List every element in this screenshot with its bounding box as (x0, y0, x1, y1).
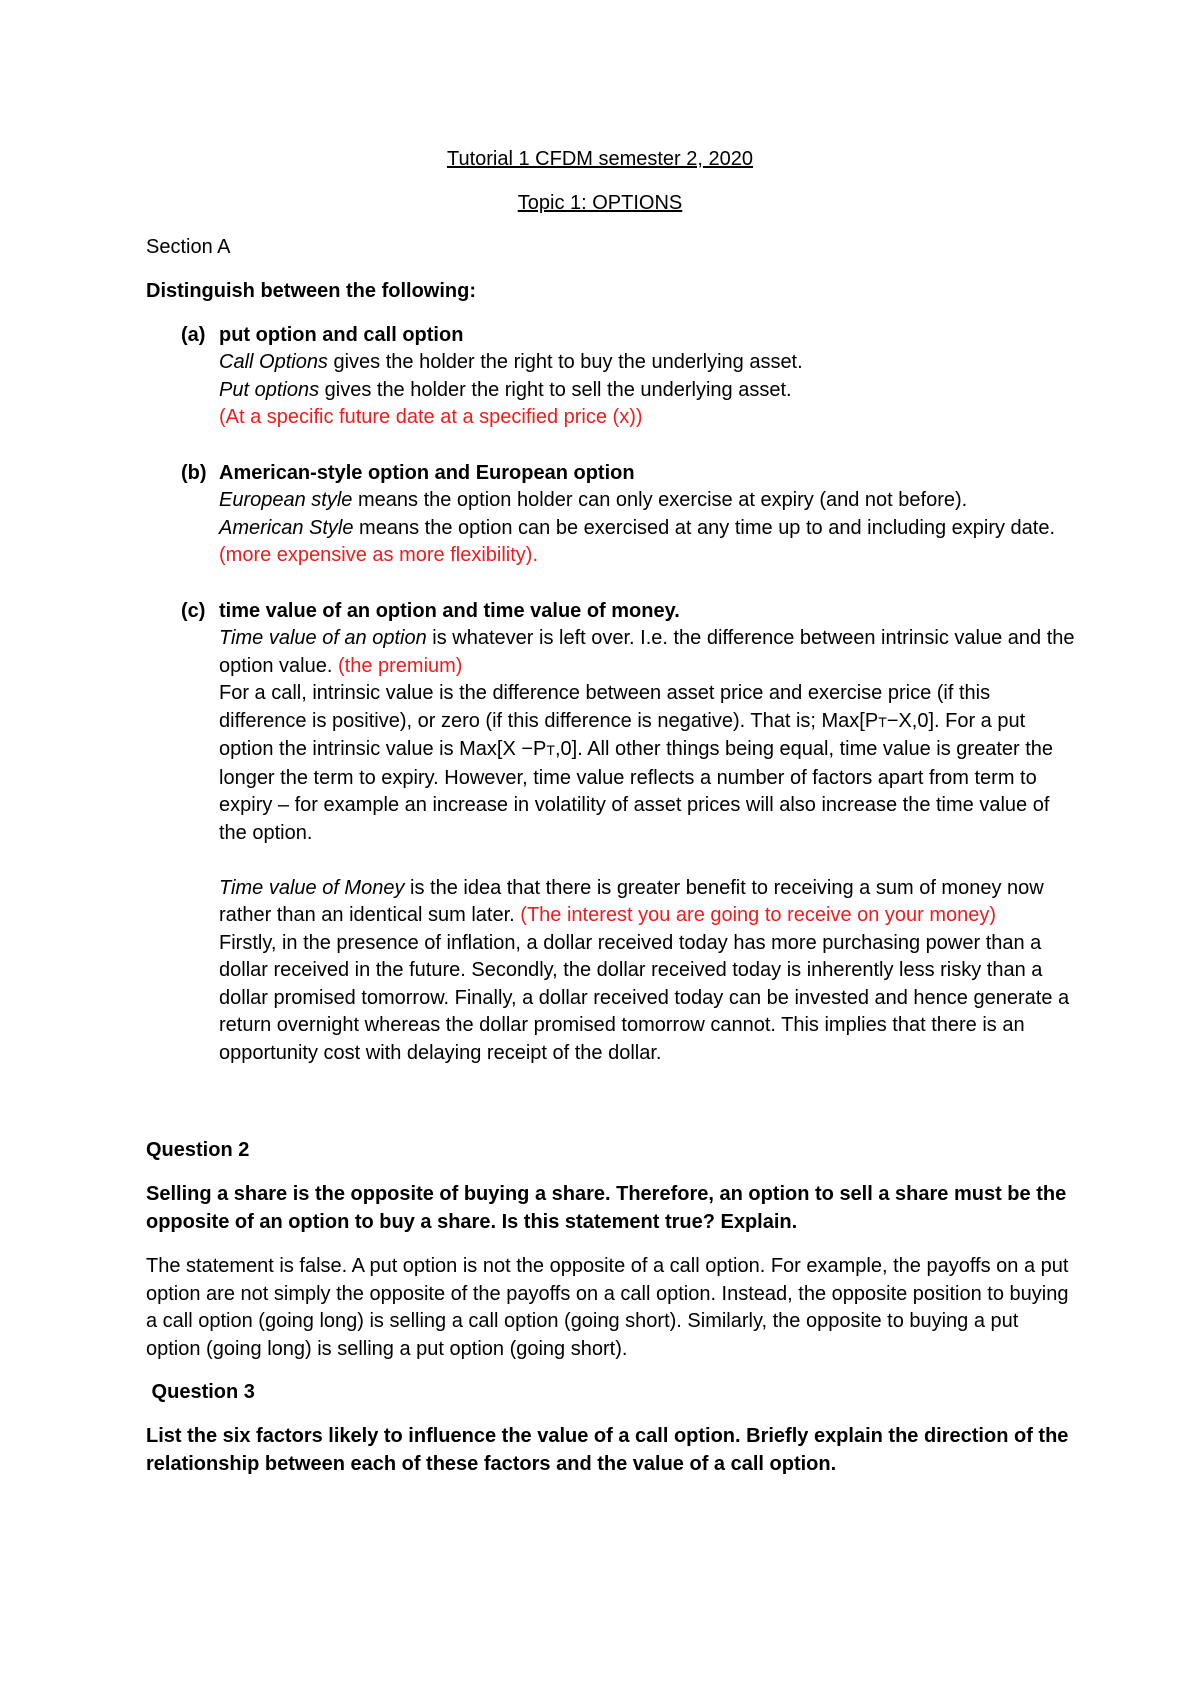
distinguish-heading: Distinguish between the following: (146, 280, 476, 302)
item-a-heading: (a) put option and call option (181, 324, 464, 346)
question-3-prompt: List the six factors likely to influence the value of a call option. Briefly explain the direction of the relationship between each of these factors and the value of a call option. (146, 1425, 1069, 1475)
item-b-line-2: American Style means the option can be exercised at any time up to and including expiry date. (more expensive as more flexibility). (219, 516, 1056, 566)
question-2-answer: The statement is false. A put option is not the opposite of a call option. For example, the payoffs on a put option are not simply the opposite of the payoffs on a call option. Instead, the opposite position to buying a call option (going long) is selling a call option (going short). Similarly, the opposite to buying a put option (going long) is selling a put option (going short). (146, 1255, 1069, 1360)
document-title: Tutorial 1 CFDM semester 2, 2020 (446, 148, 754, 170)
item-c-spacer (219, 847, 1079, 875)
item-b-body (219, 487, 1079, 570)
item-c-para-4: Firstly, in the presence of inflation, a dollar received today has more purchasing power than a dollar received in the future. Secondly, the dollar received today is inherently less risky than a dollar promised tomorrow. Finally, a dollar received today can be invested and hence generate a return overnight whereas the dollar promised tomorrow cannot. This implies that there is an opportunity cost with delaying receipt of the dollar. (219, 931, 1070, 1064)
topic-title: Topic 1: OPTIONS (517, 192, 683, 214)
item-c-para-1: Time value of an option is whatever is left over. I.e. the difference between intrinsic value and the option value. (the premium) (219, 627, 1075, 677)
question-2-prompt: Selling a share is the opposite of buying a share. Therefore, an option to sell a share must be the opposite of an option to buy a share. Is this statement true? Explain. (146, 1183, 1067, 1233)
item-a-line-1: Call Options gives the holder the right to buy the underlying asset. (219, 351, 803, 373)
section-label: Section A (146, 236, 231, 258)
question-3-heading: Question 3 (146, 1381, 255, 1403)
item-c-body (219, 625, 1079, 1067)
item-c-para-2: For a call, intrinsic value is the difference between asset price and exercise price (if this difference is positive), or zero (if this difference is negative). That is; Max[PT−X,0]. For a put option the intrinsic value is Max[X −PT,0]. All other things being equal, time value is greater the longer the term to expiry. However, time value reflects a number of factors apart from term to expiry – for example an increase in volatility of asset prices will also increase the time value of the option. (219, 682, 1054, 844)
question-2-heading: Question 2 (146, 1139, 250, 1161)
item-a-line-2: Put options gives the holder the right to sell the underlying asset. (219, 378, 792, 401)
item-a-body (219, 349, 1079, 432)
item-a-note: (At a specific future date at a specified price (x)) (219, 406, 643, 428)
item-c-heading: (c) time value of an option and time value of money. (181, 600, 680, 622)
item-b-line-1: European style means the option holder can only exercise at expiry (and not before). (219, 489, 968, 511)
item-c-para-3: Time value of Money is the idea that there is greater benefit to receiving a sum of money now rather than an identical sum later. (The interest you are going to receive on your money) (219, 876, 1044, 926)
item-b-heading: (b) American-style option and European option (181, 462, 635, 484)
